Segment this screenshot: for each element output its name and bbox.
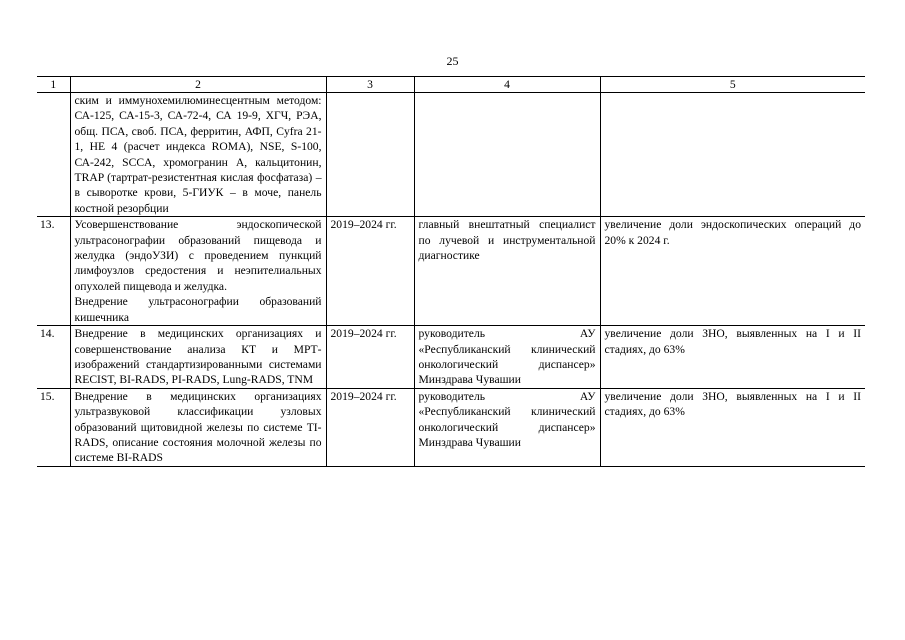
period-cell: 2019–2024 гг. bbox=[326, 217, 414, 326]
period-cell: 2019–2024 гг. bbox=[326, 388, 414, 466]
measure-cell bbox=[70, 217, 326, 326]
header-cell-1: 1 bbox=[37, 77, 70, 93]
table-row bbox=[37, 388, 865, 466]
responsible-cell: руководитель АУ «Республиканский клинический онкологический диспансер» Минздрава Чувашии bbox=[414, 388, 600, 466]
measure-text: Внедрение в медицинских организациях ультразвуковой классификации узловых образований щитовидной железы по системе TI-RADS, описание состояния молочной железы по системе BI-RADS bbox=[74, 389, 322, 465]
measures-table bbox=[37, 76, 865, 467]
header-cell-4: 4 bbox=[414, 77, 600, 93]
header-cell-3: 3 bbox=[326, 77, 414, 93]
table-header-row bbox=[37, 77, 865, 93]
table-row bbox=[37, 217, 865, 326]
row-number bbox=[37, 93, 70, 217]
period-cell bbox=[326, 93, 414, 217]
responsible-cell bbox=[414, 93, 600, 217]
result-cell bbox=[600, 93, 865, 217]
row-number: 14. bbox=[37, 326, 70, 389]
row-number: 15. bbox=[37, 388, 70, 466]
period-cell: 2019–2024 гг. bbox=[326, 326, 414, 389]
result-cell: увеличение доли ЗНО, выявленных на I и II стадиях, до 63% bbox=[600, 326, 865, 389]
measure-text: Внедрение в медицинских организациях и совершенствование анализа КТ и МРТ-изображений стандартизированными системами RECIST, BI-RADS, PI-RADS, Lung-RADS, TNM bbox=[74, 327, 322, 387]
measure-text: ским и иммунохемилюминесцентным методом: СА-125, СА-15-3, СА-72-4, СА 19-9, ХГЧ, РЭА, общ. ПСА, своб. ПСА, ферритин, АФП, Cyfra 21-1, HE 4 (расчет индекса ROMA), NSE, S-100, СА-242, SCCA, хромогранин А, кальцитонин, TRAP (тартрат-резистентная кислая фосфатаза) – в сыворотке крови, 5-ГИУК – в моче, панель костной резорбции bbox=[74, 94, 322, 215]
measure-cell bbox=[70, 93, 326, 217]
page-number: 25 bbox=[446, 54, 459, 68]
result-cell: увеличение доли ЗНО, выявленных на I и II стадиях, до 63% bbox=[600, 388, 865, 466]
header-cell-5: 5 bbox=[600, 77, 865, 93]
result-cell: увеличение доли эндоскопических операций до 20% к 2024 г. bbox=[600, 217, 865, 326]
header-cell-2: 2 bbox=[70, 77, 326, 93]
responsible-cell: руководитель АУ «Республиканский клинический онкологический диспансер» Минздрава Чувашии bbox=[414, 326, 600, 389]
row-number: 13. bbox=[37, 217, 70, 326]
measure-text: Усовершенствование эндоскопической ультрасонографии образований пищевода и желудка (эндоУЗИ) с проведением пункций лимфоузлов средостения и неэпителиальных опухолей пищевода и желудка. bbox=[74, 218, 322, 293]
responsible-cell: главный внештатный специалист по лучевой и инструментальной диагностике bbox=[414, 217, 600, 326]
measure-text: Внедрение ультрасонографии образований кишечника bbox=[74, 295, 322, 324]
table-row bbox=[37, 93, 865, 217]
table-row bbox=[37, 326, 865, 389]
measure-cell bbox=[70, 326, 326, 389]
measure-cell bbox=[70, 388, 326, 466]
